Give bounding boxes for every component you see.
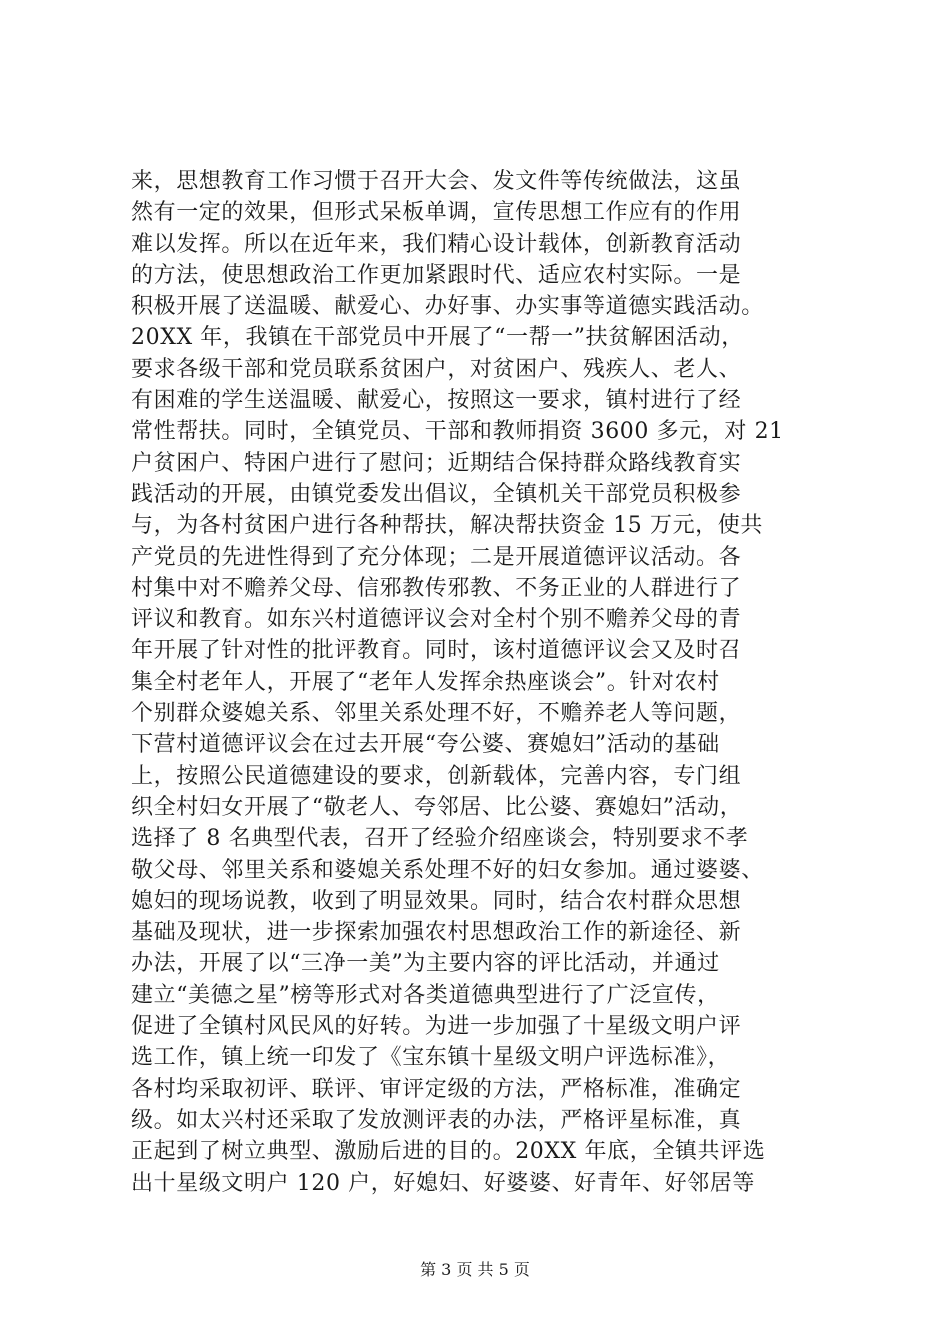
text-line: 评议和教育。如东兴村道德评议会对全村个别不赡养父母的青 <box>131 607 742 633</box>
text-line: 正起到了树立典型、激励后进的目的。20XX 年底，全镇共评选 <box>131 1139 766 1165</box>
text-line: 有困难的学生送温暖、献爱心，按照这一要求，镇村进行了经 <box>131 388 742 414</box>
text-line: 常性帮扶。同时，全镇党员、干部和教师捐资 3600 多元，对 21 <box>131 419 784 445</box>
text-line: 下营村道德评议会在过去开展“夸公婆、赛媳妇”活动的基础 <box>131 732 720 758</box>
text-line: 办法，开展了以“三净一美”为主要内容的评比活动，并通过 <box>131 951 720 977</box>
page-footer: 第 3 页 共 5 页 <box>420 1260 530 1279</box>
text-line: 媳妇的现场说教，收到了明显效果。同时，结合农村群众思想 <box>131 888 742 914</box>
text-line: 出十星级文明户 120 户，好媳妇、好婆婆、好青年、好邻居等 <box>131 1170 755 1196</box>
text-line: 户贫困户、特困户进行了慰问；近期结合保持群众路线教育实 <box>131 450 742 476</box>
text-line: 产党员的先进性得到了充分体现；二是开展道德评议活动。各 <box>131 544 742 570</box>
text-line: 积极开展了送温暖、献爱心、办好事、办实事等道德实践活动。 <box>131 294 764 320</box>
text-line: 建立“美德之星”榜等形式对各类道德典型进行了广泛宣传， <box>131 982 720 1008</box>
text-line: 践活动的开展，由镇党委发出倡议，全镇机关干部党员积极参 <box>131 481 742 507</box>
text-line: 敬父母、邻里关系和婆媳关系处理不好的妇女参加。通过婆婆、 <box>131 857 764 883</box>
text-line: 与，为各村贫困户进行各种帮扶，解决帮扶资金 15 万元，使共 <box>131 513 763 539</box>
body-text <box>131 166 831 1199</box>
text-line: 织全村妇女开展了“敬老人、夸邻居、比公婆、赛媳妇”活动， <box>131 794 743 820</box>
text-line: 级。如太兴村还采取了发放测评表的办法，严格评星标准，真 <box>131 1107 742 1133</box>
text-line: 集全村老年人，开展了“老年人发挥余热座谈会”。针对农村 <box>131 669 720 695</box>
text-line: 的方法，使思想政治工作更加紧跟时代、适应农村实际。一是 <box>131 262 742 288</box>
text-line: 20XX 年，我镇在干部党员中开展了“一帮一”扶贫解困活动， <box>131 325 744 351</box>
text-line: 上，按照公民道德建设的要求，创新载体，完善内容，专门组 <box>131 763 742 789</box>
text-line: 个别群众婆媳关系、邻里关系处理不好，不赡养老人等问题， <box>131 701 742 727</box>
text-line: 选择了 8 名典型代表，召开了经验介绍座谈会，特别要求不孝 <box>131 826 749 852</box>
text-line: 来，思想教育工作习惯于召开大会、发文件等传统做法，这虽 <box>131 169 742 194</box>
text-line: 村集中对不赡养父母、信邪教传邪教、不务正业的人群进行了 <box>131 575 742 601</box>
text-line: 要求各级干部和党员联系贫困户，对贫困户、残疾人、老人、 <box>131 356 742 382</box>
text-line: 各村均采取初评、联评、审评定级的方法，严格标准，准确定 <box>131 1076 742 1102</box>
text-line: 年开展了针对性的批评教育。同时，该村道德评议会又及时召 <box>131 638 742 664</box>
text-line: 然有一定的效果，但形式呆板单调，宣传思想工作应有的作用 <box>131 200 742 226</box>
text-line: 基础及现状，进一步探索加强农村思想政治工作的新途径、新 <box>131 920 742 946</box>
text-line: 难以发挥。所以在近年来，我们精心设计载体，创新教育活动 <box>131 231 742 257</box>
text-line: 选工作，镇上统一印发了《宝东镇十星级文明户评选标准》， <box>131 1045 731 1071</box>
text-line: 促进了全镇村风民风的好转。为进一步加强了十星级文明户评 <box>131 1014 742 1040</box>
